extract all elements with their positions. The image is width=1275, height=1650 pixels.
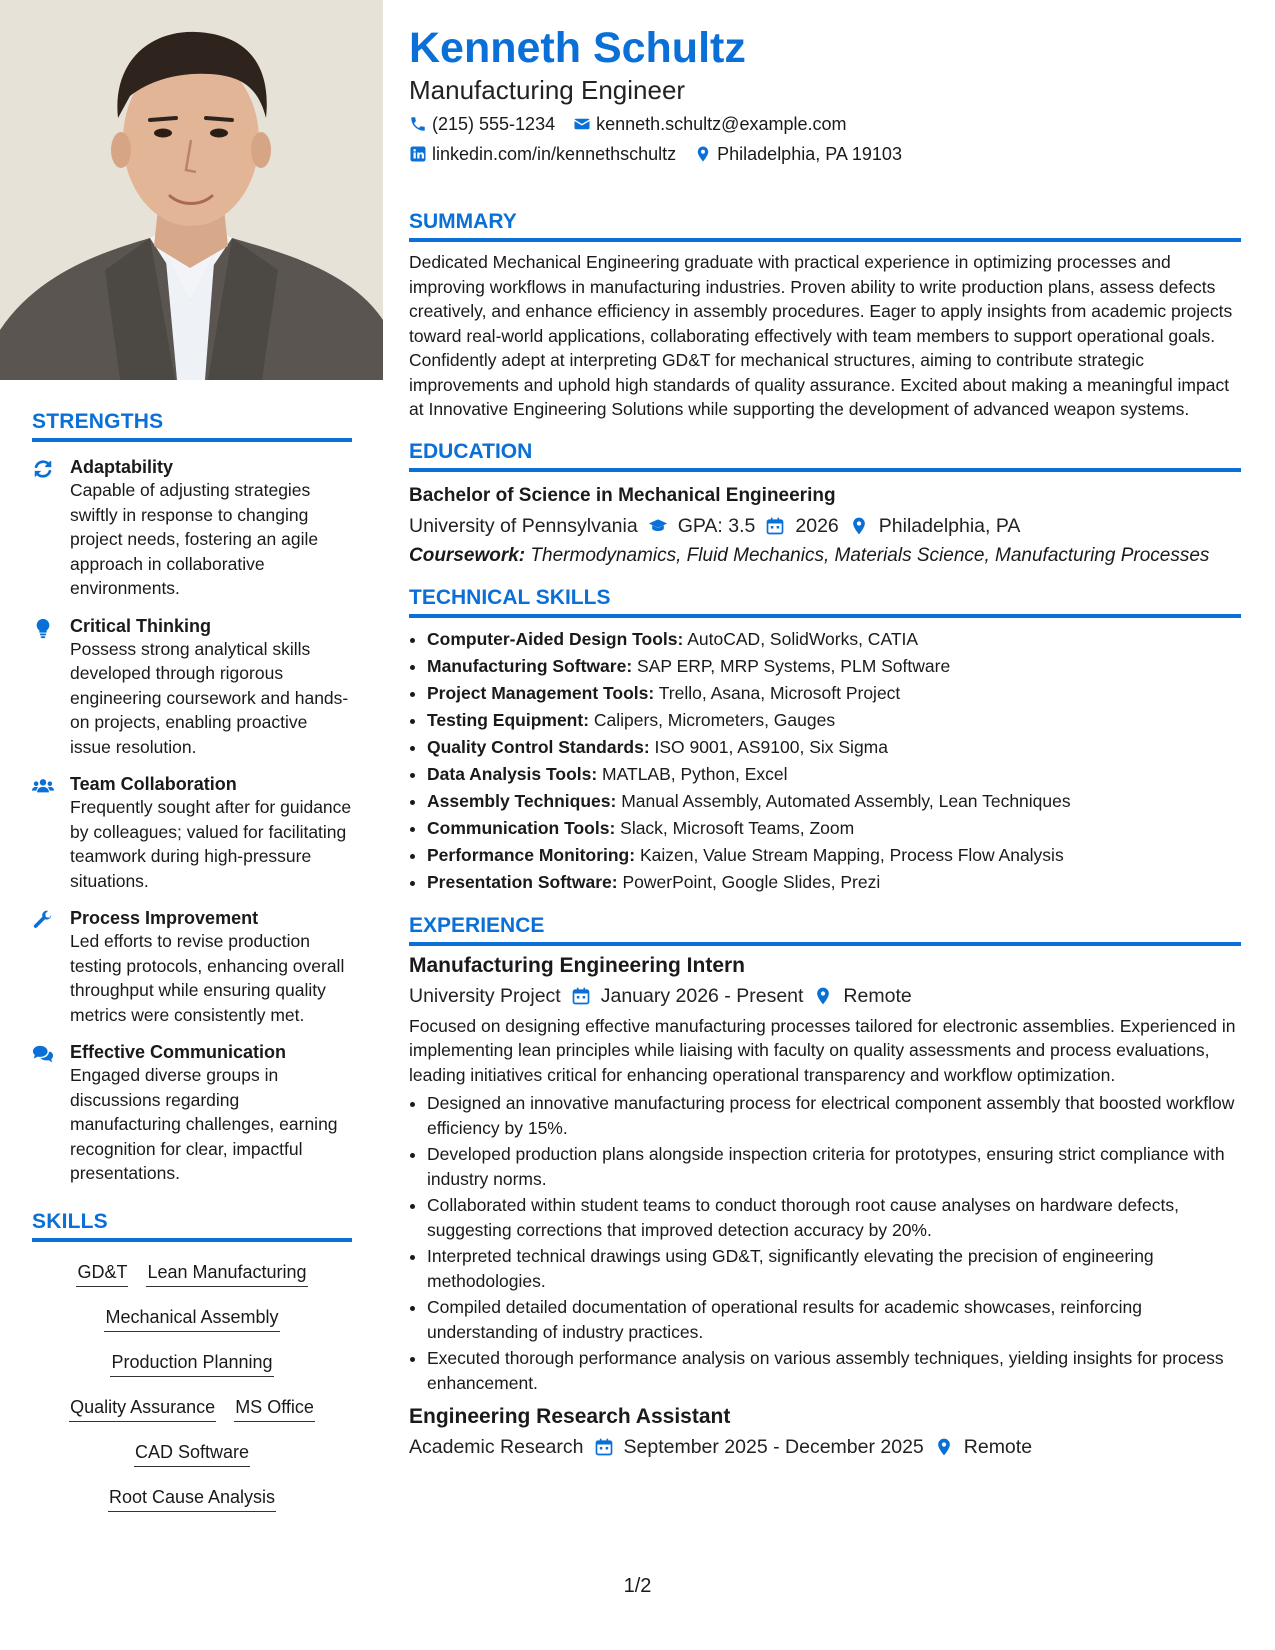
strength-item (32, 1041, 352, 1186)
skill-values: MATLAB, Python, Excel (597, 763, 788, 784)
strength-title: Adaptability (70, 457, 174, 477)
list-item (427, 761, 1241, 788)
candidate-name: Kenneth Schultz (409, 24, 746, 72)
technical-skills-list (409, 626, 1241, 896)
lightbulb-icon (32, 617, 54, 639)
strength-desc: Possess strong analytical skills developed through rigorous engineering coursework and hands-on projects, enabling proactive issue resolution. (70, 638, 349, 757)
job-title: Manufacturing Engineering Intern (409, 953, 746, 977)
skill-values: ISO 9001, AS9100, Six Sigma (649, 736, 888, 757)
list-item: • Executed thorough performance analysis on various assembly techniques, yielding insights for process enhancement. (427, 1346, 1241, 1395)
skills-heading: SKILLS (32, 1210, 352, 1242)
skill-category: Data Analysis Tools: (427, 763, 598, 784)
strength-item (32, 773, 352, 893)
job-org: Academic Research (409, 1436, 584, 1458)
sidebar (0, 0, 383, 1650)
technical-skills-heading: TECHNICAL SKILLS (409, 586, 1241, 618)
strength-desc: Capable of adjusting strategies swiftly in response to changing project needs, fostering an agile approach in collaborative environments. (70, 480, 319, 598)
phone-contact[interactable] (409, 112, 555, 136)
skill-values: Manual Assembly, Automated Assembly, Lean Techniques (616, 790, 1071, 811)
skill-chip: Production Planning (110, 1350, 273, 1377)
skills-section (32, 1210, 352, 1512)
list-item (427, 788, 1241, 815)
job-meta (409, 1433, 1241, 1461)
skill-category: Presentation Software: (427, 871, 618, 892)
strengths-heading: STRENGTHS (32, 410, 352, 442)
skill-chip: GD&T (76, 1260, 128, 1287)
list-item (427, 680, 1241, 707)
experience-heading: EXPERIENCE (409, 914, 1241, 946)
skill-category: Communication Tools: (427, 817, 616, 838)
coursework (409, 544, 1241, 568)
skill-values: SAP ERP, MRP Systems, PLM Software (632, 655, 951, 676)
skill-values: Kaizen, Value Stream Mapping, Process Flow Analysis (635, 844, 1064, 865)
list-item (427, 653, 1241, 680)
map-pin-icon (694, 145, 712, 163)
strength-desc: Engaged diverse groups in discussions regarding manufacturing challenges, earning recognition for clear, impactful presentations. (70, 1065, 338, 1183)
strength-title: Process Improvement (70, 908, 259, 928)
email-contact[interactable] (573, 112, 846, 136)
contact-row-1 (409, 112, 1241, 136)
candidate-title: Manufacturing Engineer (409, 75, 686, 105)
location-contact (694, 142, 902, 166)
education-location: Philadelphia, PA (878, 514, 1021, 537)
list-item: • Developed production plans alongside inspection criteria for prototypes, ensuring strict compliance with industry norms. (427, 1142, 1241, 1191)
strength-item (32, 615, 352, 760)
profile-photo (0, 0, 383, 380)
experience-section (409, 914, 1241, 1462)
calendar-icon (571, 986, 591, 1006)
skill-chips (32, 1260, 352, 1512)
summary-section (409, 210, 1241, 422)
gpa: GPA: 3.5 (677, 514, 756, 537)
job-org: University Project (409, 984, 561, 1007)
job-summary: Focused on designing effective manufacturing processes tailored for electronic assemblies. Experienced in implementing lean principles while liaising with faculty on quality assessments and process evaluations, leading initiatives critical for enhancing operational transparency and workflow optimization. (409, 1015, 1236, 1085)
list-item: • Interpreted technical drawings using GD&T, significantly elevating the precision of engineering methodologies. (427, 1244, 1241, 1293)
main-content (409, 22, 1241, 1461)
skill-chip: Lean Manufacturing (146, 1260, 307, 1287)
linkedin-text: linkedin.com/in/kennethschultz (432, 144, 677, 164)
skill-category: Testing Equipment: (427, 709, 590, 730)
list-item (427, 707, 1241, 734)
strength-item (32, 907, 352, 1027)
page-number: 1/2 (623, 1575, 652, 1597)
map-pin-icon (813, 986, 833, 1006)
list-item (427, 626, 1241, 653)
calendar-icon (594, 1437, 614, 1457)
phone-text: (215) 555-1234 (432, 114, 556, 134)
list-item: • Collaborated within student teams to conduct thorough root cause analyses on hardware defects, suggesting corrections that improved detection accuracy by 20%. (427, 1193, 1241, 1242)
strength-title: Critical Thinking (70, 615, 212, 636)
comments-icon (32, 1043, 54, 1065)
education-heading: EDUCATION (409, 440, 1241, 472)
portrait-illustration (0, 0, 383, 380)
coursework-label: Coursework: (409, 544, 526, 566)
skill-category: Assembly Techniques: (427, 790, 617, 811)
strength-desc: Led efforts to revise production testing protocols, enhancing overall throughput while ensuring quality metrics were consistently met. (70, 931, 345, 1025)
skill-category: Project Management Tools: (427, 682, 655, 703)
education-meta (409, 512, 1241, 540)
strength-title: Team Collaboration (70, 774, 237, 794)
list-item: • Compiled detailed documentation of operational results for academic showcases, reinforcing understanding of industry practices. (427, 1295, 1241, 1344)
skill-chip: CAD Software (134, 1440, 250, 1467)
email-text: kenneth.schultz@example.com (596, 114, 847, 134)
job-location: Remote (843, 984, 912, 1007)
linkedin-contact[interactable] (409, 142, 676, 166)
sync-icon (32, 458, 54, 480)
map-pin-icon (934, 1437, 954, 1457)
job-dates: September 2025 - December 2025 (623, 1436, 924, 1458)
phone-icon (409, 115, 427, 133)
skill-chip: Mechanical Assembly (104, 1305, 279, 1332)
graduation-year: 2026 (795, 514, 839, 537)
list-item (427, 734, 1241, 761)
skill-category: Computer-Aided Design Tools: (427, 628, 684, 649)
skill-values: AutoCAD, SolidWorks, CATIA (683, 628, 919, 649)
list-item (427, 842, 1241, 869)
skill-values: Slack, Microsoft Teams, Zoom (615, 817, 855, 838)
strength-desc: Frequently sought after for guidance by colleagues; valued for facilitating teamwork during high-pressure situations. (70, 797, 352, 891)
skill-values: Calipers, Micrometers, Gauges (589, 709, 836, 730)
job-dates: January 2026 - Present (600, 984, 804, 1007)
school-name: University of Pennsylvania (409, 514, 638, 537)
linkedin-icon (409, 145, 427, 163)
contact-row-2 (409, 142, 1241, 166)
technical-skills-section (409, 586, 1241, 896)
coursework-list: Thermodynamics, Fluid Mechanics, Materials Science, Manufacturing Processes (525, 544, 1210, 566)
calendar-icon (765, 516, 785, 536)
degree: Bachelor of Science in Mechanical Engineering (409, 484, 836, 506)
job-bullets (409, 1091, 1241, 1395)
strength-item (32, 456, 352, 601)
job-meta (409, 982, 1241, 1010)
skill-chip: Quality Assurance (69, 1395, 216, 1422)
education-section (409, 440, 1241, 568)
job-location: Remote (963, 1436, 1033, 1458)
sidebar-content (32, 410, 352, 1512)
skill-chip: Root Cause Analysis (108, 1485, 276, 1512)
location-text: Philadelphia, PA 19103 (717, 144, 902, 164)
summary-heading: SUMMARY (409, 210, 1241, 242)
envelope-icon (573, 115, 591, 133)
skill-category: Manufacturing Software: (427, 655, 633, 676)
map-pin-icon (849, 516, 869, 536)
skill-category: Quality Control Standards: (427, 736, 650, 757)
job-title: Engineering Research Assistant (409, 1405, 731, 1428)
skill-category: Performance Monitoring: (427, 844, 636, 865)
list-item (427, 815, 1241, 842)
list-item (427, 869, 1241, 896)
strength-title: Effective Communication (70, 1042, 287, 1062)
wrench-icon (32, 909, 54, 931)
skill-chip: MS Office (234, 1395, 315, 1422)
summary-text: Dedicated Mechanical Engineering graduate with practical experience in optimizing processes and improving workflows in manufacturing industries. Proven ability to write production plans, assess defects creatively, and enhance efficiency in assembly procedures. Eager to apply insights from academic projects toward real-world applications, collaborating effectively with team members to support operational goals. Confidently adept at interpreting GD&T for mechanical structures, aiming to contribute strategic improvements and uphold high standards of quality assurance. Excited about making a meaningful impact at Innovative Engineering Solutions while supporting the development of advanced weapon systems. (409, 252, 1233, 419)
graduation-cap-icon (648, 516, 668, 536)
skill-values: Trello, Asana, Microsoft Project (654, 682, 901, 703)
skill-values: PowerPoint, Google Slides, Prezi (617, 871, 881, 892)
users-icon (32, 775, 54, 797)
list-item: • Designed an innovative manufacturing process for electrical component assembly that boosted workflow efficiency by 15%. (427, 1091, 1241, 1140)
